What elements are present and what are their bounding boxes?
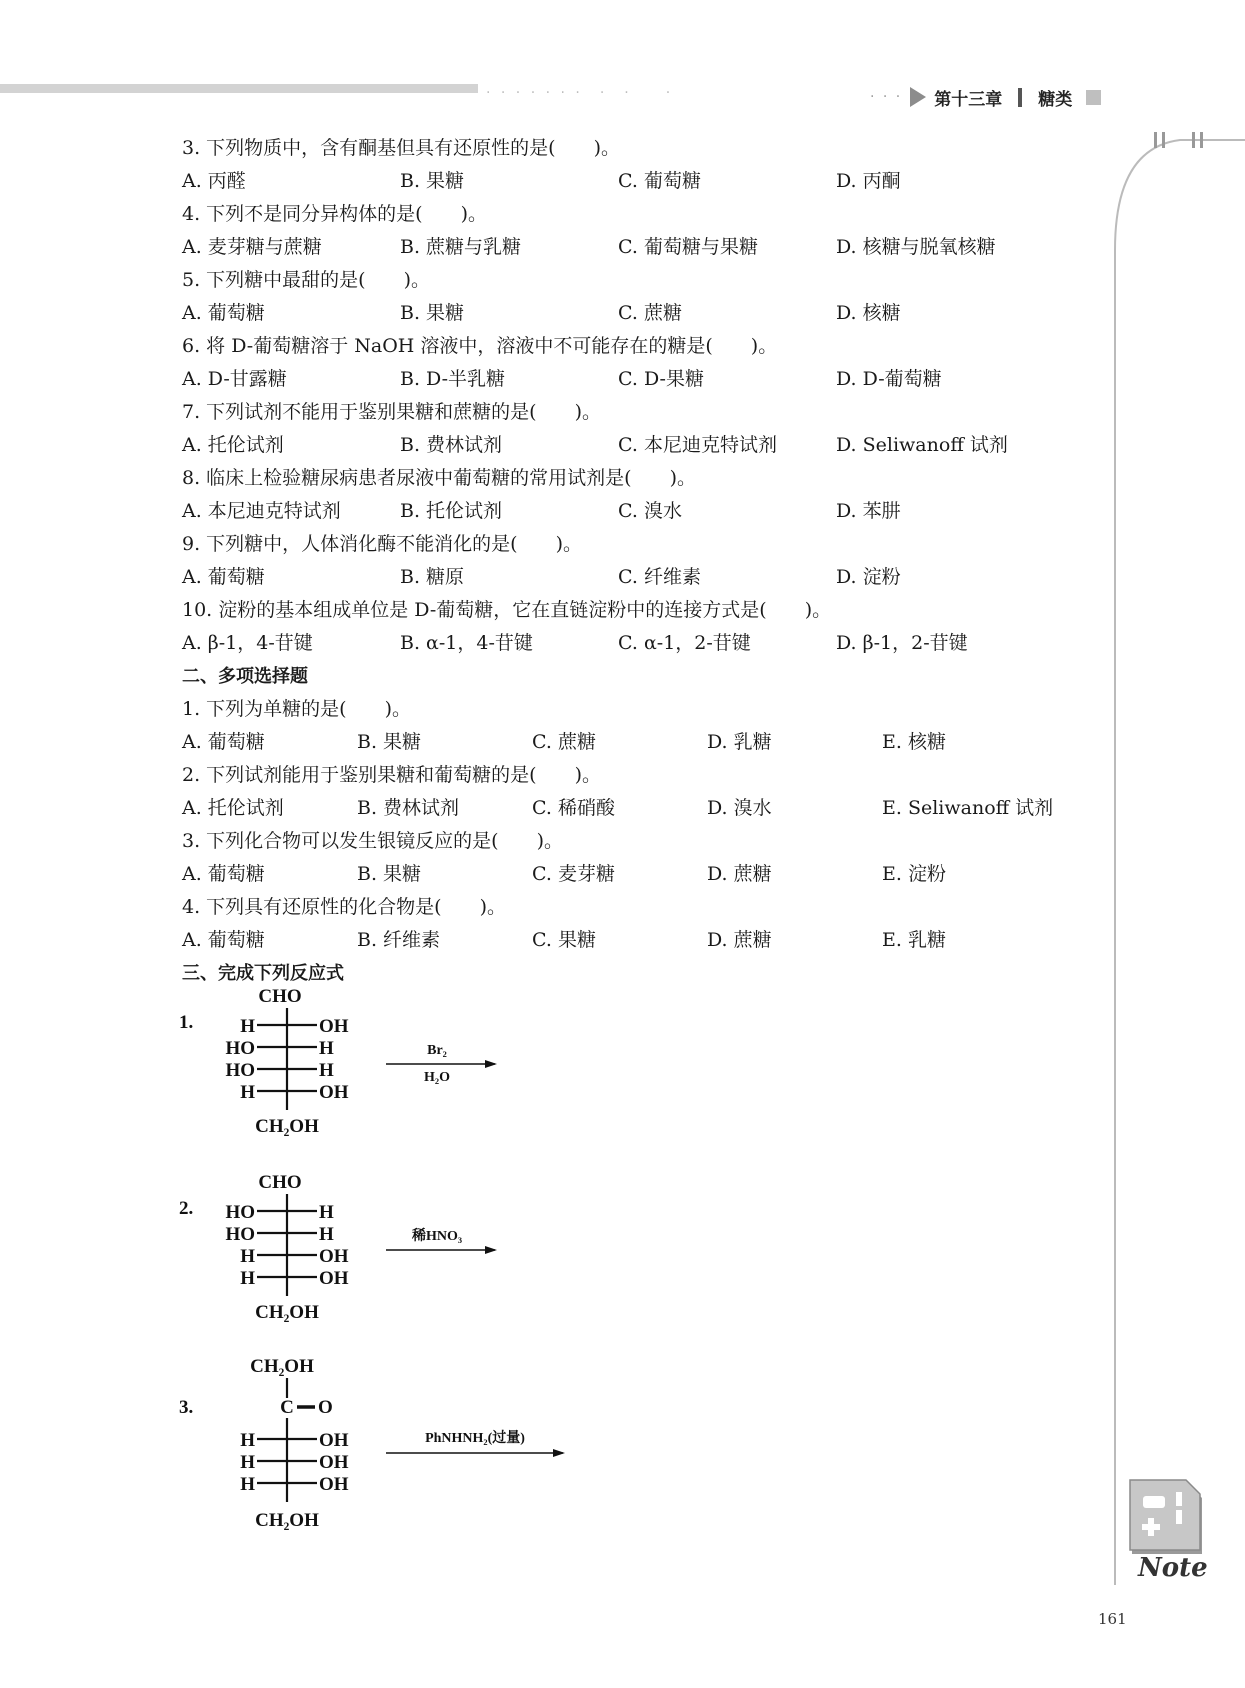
option-c: C. D-果糖: [618, 368, 704, 390]
question-text: 6. 将 D-葡萄糖溶于 NaOH 溶液中，溶液中不可能存在的糖是( )。: [182, 335, 778, 357]
option-a: A. 葡萄糖: [182, 566, 265, 588]
fischer-right-group: OH: [319, 1452, 349, 1473]
option-d: D. 蔗糖: [707, 863, 772, 885]
option-e: E. 乳糖: [882, 929, 946, 951]
fischer-left-group: HO: [225, 1060, 255, 1081]
chapter-label: 第十三章: [934, 89, 1003, 110]
question-list: [182, 132, 1082, 990]
fischer-left-group: H: [240, 1474, 255, 1495]
question-text: 10. 淀粉的基本组成单位是 D-葡萄糖，它在直链淀粉中的连接方式是( )。: [182, 599, 832, 621]
fischer-right-group: H: [319, 1038, 334, 1059]
option-row: [182, 627, 1082, 660]
option-b: B. α-1，4-苷键: [400, 632, 533, 654]
option-b: B. 费林试剂: [400, 434, 503, 456]
option-d: D. 蔗糖: [707, 929, 772, 951]
option-c: C. 葡萄糖: [618, 170, 701, 192]
fischer-right-group: OH: [319, 1430, 349, 1451]
option-a: A. 本尼迪克特试剂: [182, 500, 341, 522]
fischer-left-group: H: [240, 1430, 255, 1451]
option-c: C. 本尼迪克特试剂: [618, 434, 777, 456]
fischer-bottom-group: CH₂OH: [255, 1302, 319, 1323]
option-d: D. β-1，2-苷键: [836, 632, 968, 654]
option-c: C. 蔗糖: [618, 302, 682, 324]
option-b: B. 蔗糖与乳糖: [400, 236, 522, 258]
reaction-number: 2.: [179, 1198, 194, 1219]
option-row: [182, 495, 1082, 528]
question-text: 9. 下列糖中，人体消化酶不能消化的是( )。: [182, 533, 582, 555]
option-a: A. 丙醛: [182, 170, 246, 192]
option-d: D. Seliwanoff 试剂: [836, 434, 1008, 456]
option-d: D. 乳糖: [707, 731, 772, 753]
carbonyl-oxygen: O: [318, 1397, 333, 1418]
reaction-number: 3.: [179, 1397, 194, 1418]
fischer-left-group: HO: [225, 1038, 255, 1059]
option-a: A. D-甘露糖: [182, 368, 287, 390]
option-a: A. 葡萄糖: [182, 731, 265, 753]
option-row: [182, 165, 1082, 198]
option-d: D. 丙酮: [836, 170, 901, 192]
option-row: [182, 297, 1082, 330]
question-text: 1. 下列为单糖的是( )。: [182, 698, 411, 720]
option-row: [182, 363, 1082, 396]
header-dots: · · · · · · · · · ·: [486, 85, 674, 101]
option-c: C. 果糖: [532, 929, 596, 951]
topic-label: 糖类: [1038, 89, 1073, 110]
option-a: A. 麦芽糖与蔗糖: [182, 236, 322, 258]
option-a: A. 葡萄糖: [182, 929, 265, 951]
reaction-number: 1.: [179, 1012, 194, 1033]
option-a: A. 托伦试剂: [182, 797, 284, 819]
question-text: 3. 下列化合物可以发生银镜反应的是( )。: [182, 830, 563, 852]
section-title-multi: 二、多项选择题: [182, 666, 308, 687]
option-b: B. 糖原: [400, 566, 465, 588]
fischer-right-group: H: [319, 1060, 334, 1081]
option-c: C. 蔗糖: [532, 731, 596, 753]
page-number: 161: [1098, 1610, 1127, 1628]
reaction-2: [175, 1168, 735, 1328]
reagent-above: Br₂: [427, 1043, 447, 1058]
option-b: B. 果糖: [400, 302, 465, 324]
option-b: B. D-半乳糖: [400, 368, 506, 390]
fischer-top-group: CHO: [258, 1172, 302, 1193]
reagent-above: 稀HNO₃: [411, 1229, 463, 1244]
header-bar: [0, 84, 478, 93]
option-c: C. 葡萄糖与果糖: [618, 236, 758, 258]
question-text: 2. 下列试剂能用于鉴别果糖和葡萄糖的是( )。: [182, 764, 601, 786]
option-row: [182, 792, 1082, 825]
option-d: D. 核糖与脱氧核糖: [836, 236, 996, 258]
reaction-3: [175, 1352, 735, 1542]
note-book-icon: [1128, 1478, 1206, 1558]
fischer-right-group: OH: [319, 1246, 349, 1267]
carbonyl-carbon: C: [280, 1397, 294, 1418]
header-chapter: [870, 84, 1101, 110]
fischer-left-group: HO: [225, 1202, 255, 1223]
option-b: B. 费林试剂: [357, 797, 460, 819]
option-row: [182, 231, 1082, 264]
fischer-left-group: H: [240, 1246, 255, 1267]
option-row: [182, 429, 1082, 462]
option-e: E. 核糖: [882, 731, 946, 753]
option-d: D. D-葡萄糖: [836, 368, 942, 390]
header-separator: [1018, 88, 1022, 107]
option-b: B. 果糖: [357, 731, 422, 753]
fischer-bottom-group: CH₂OH: [255, 1510, 319, 1531]
header-square: [1086, 90, 1101, 105]
fischer-left-group: HO: [225, 1224, 255, 1245]
fischer-right-group: OH: [319, 1474, 349, 1495]
reagent-below: H₂O: [424, 1070, 450, 1085]
fischer-right-group: OH: [319, 1268, 349, 1289]
margin-decoration: [1110, 130, 1245, 1590]
option-d: D. 苯肼: [836, 500, 901, 522]
option-row: [182, 924, 1082, 957]
fischer-left-group: H: [240, 1016, 255, 1037]
header-dots-right: · · ·: [870, 89, 903, 105]
section-title-reaction: 三、完成下列反应式: [182, 963, 344, 984]
fischer-left-group: H: [240, 1082, 255, 1103]
fischer-right-group: OH: [319, 1016, 349, 1037]
chevron-right-icon: [910, 87, 926, 107]
option-d: D. 淀粉: [836, 566, 901, 588]
fischer-right-group: H: [319, 1224, 334, 1245]
option-b: B. 果糖: [357, 863, 422, 885]
question-text: 4. 下列具有还原性的化合物是( )。: [182, 896, 506, 918]
question-text: 7. 下列试剂不能用于鉴别果糖和蔗糖的是( )。: [182, 401, 601, 423]
option-d: D. 溴水: [707, 797, 772, 819]
option-a: A. 托伦试剂: [182, 434, 284, 456]
option-row: [182, 858, 1082, 891]
option-b: B. 纤维素: [357, 929, 441, 951]
option-a: A. 葡萄糖: [182, 863, 265, 885]
fischer-bottom-group: CH₂OH: [255, 1116, 319, 1137]
reaction-1: [175, 982, 735, 1142]
option-a: A. β-1，4-苷键: [182, 632, 313, 654]
fischer-top-group: CHO: [258, 986, 302, 1007]
question-text: 8. 临床上检验糖尿病患者尿液中葡萄糖的常用试剂是( )。: [182, 467, 696, 489]
option-e: E. 淀粉: [882, 863, 946, 885]
option-e: E. Seliwanoff 试剂: [882, 797, 1054, 819]
option-b: B. 托伦试剂: [400, 500, 503, 522]
fischer-left-group: H: [240, 1268, 255, 1289]
reagent-above: PhNHNH₂(过量): [425, 1431, 525, 1446]
option-d: D. 核糖: [836, 302, 901, 324]
question-text: 3. 下列物质中，含有酮基但具有还原性的是( )。: [182, 137, 620, 159]
option-b: B. 果糖: [400, 170, 465, 192]
option-c: C. 麦芽糖: [532, 863, 615, 885]
option-c: C. 稀硝酸: [532, 797, 615, 819]
option-row: [182, 726, 1082, 759]
fischer-right-group: OH: [319, 1082, 349, 1103]
option-row: [182, 561, 1082, 594]
fischer-right-group: H: [319, 1202, 334, 1223]
fischer-left-group: H: [240, 1452, 255, 1473]
option-c: C. α-1，2-苷键: [618, 632, 751, 654]
question-text: 5. 下列糖中最甜的是( )。: [182, 269, 430, 291]
question-text: 4. 下列不是同分异构体的是( )。: [182, 203, 487, 225]
option-c: C. 纤维素: [618, 566, 701, 588]
fischer-top-group: CH₂OH: [250, 1356, 314, 1377]
option-c: C. 溴水: [618, 500, 682, 522]
option-a: A. 葡萄糖: [182, 302, 265, 324]
note-label: Note: [1138, 1553, 1208, 1583]
